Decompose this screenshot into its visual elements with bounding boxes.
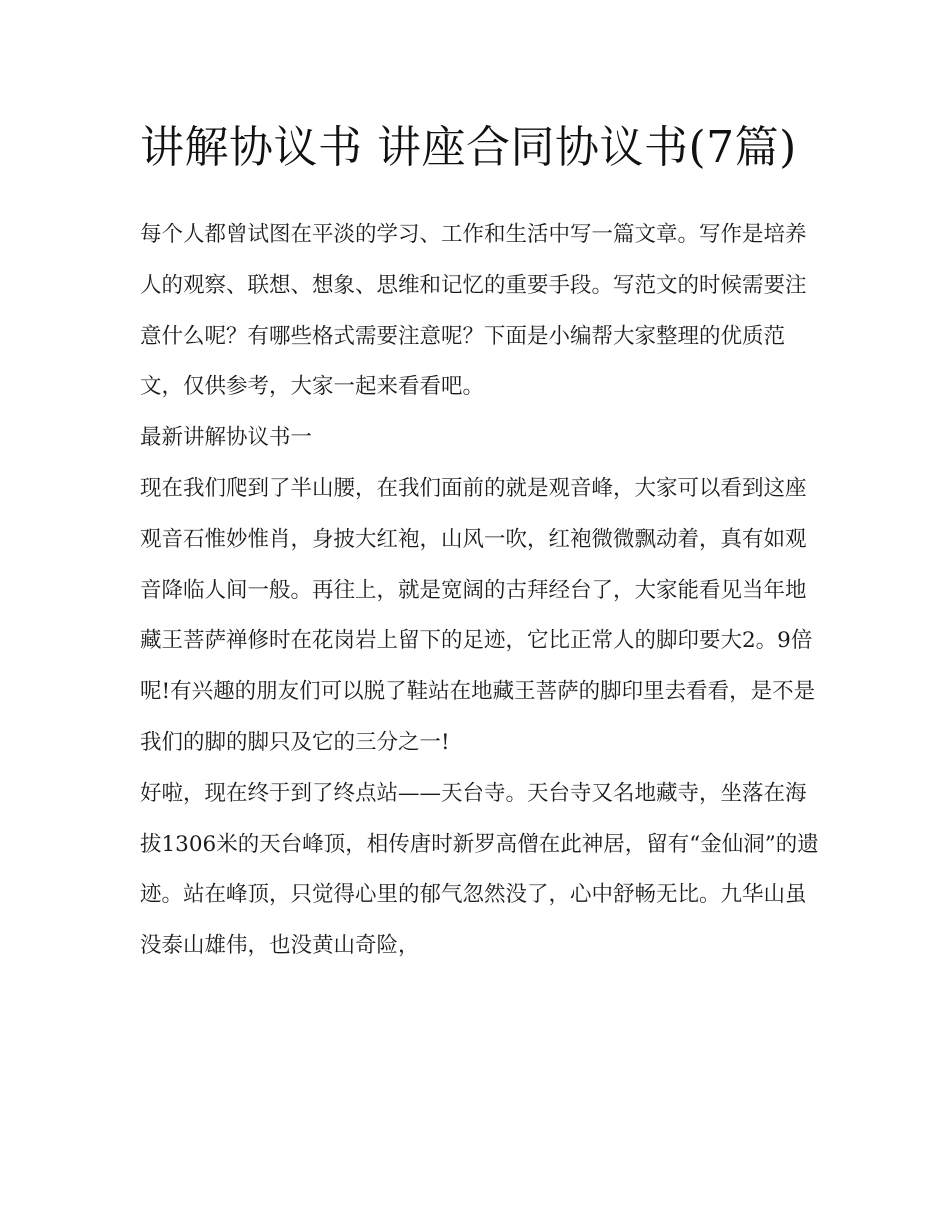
document-body (140, 112, 820, 972)
body-paragraph-2: 好啦，现在终于到了终点站——天台寺。天台寺又名地藏寺，坐落在海拔1306米的天台峰顶，相传唐时新罗高僧在此神居，留有“金仙洞”的遗迹。站在峰顶，只觉得心里的郁气忽然没了，心中舒畅无比。九华山虽没泰山雄伟，也没黄山奇险， (140, 780, 819, 959)
body-paragraph-1: 现在我们爬到了半山腰，在我们面前的就是观音峰，大家可以看到这座观音石惟妙惟肖，身披大红袍，山风一吹，红袍微微飘动着，真有如观音降临人间一般。再往上，就是宽阔的古拜经台了，大家能看见当年地藏王菩萨禅修时在花岗岩上留下的足迹，它比正常人的脚印要大2。9倍呢!有兴趣的朋友们可以脱了鞋站在地藏王菩萨的脚印里去看看，是不是我们的脚的脚只及它的三分之一! (140, 475, 816, 755)
section-heading: 最新讲解协议书一 (140, 425, 313, 451)
document-title: 讲解协议书 讲座合同协议书(7篇) (140, 122, 797, 173)
intro-paragraph: 每个人都曾试图在平淡的学习、工作和生活中写一篇文章。写作是培养人的观察、联想、想象、思维和记忆的重要手段。写范文的时候需要注意什么呢？有哪些格式需要注意呢？下面是小编帮大家整理的优质范文，仅供参考，大家一起来看看吧。 (140, 222, 807, 400)
